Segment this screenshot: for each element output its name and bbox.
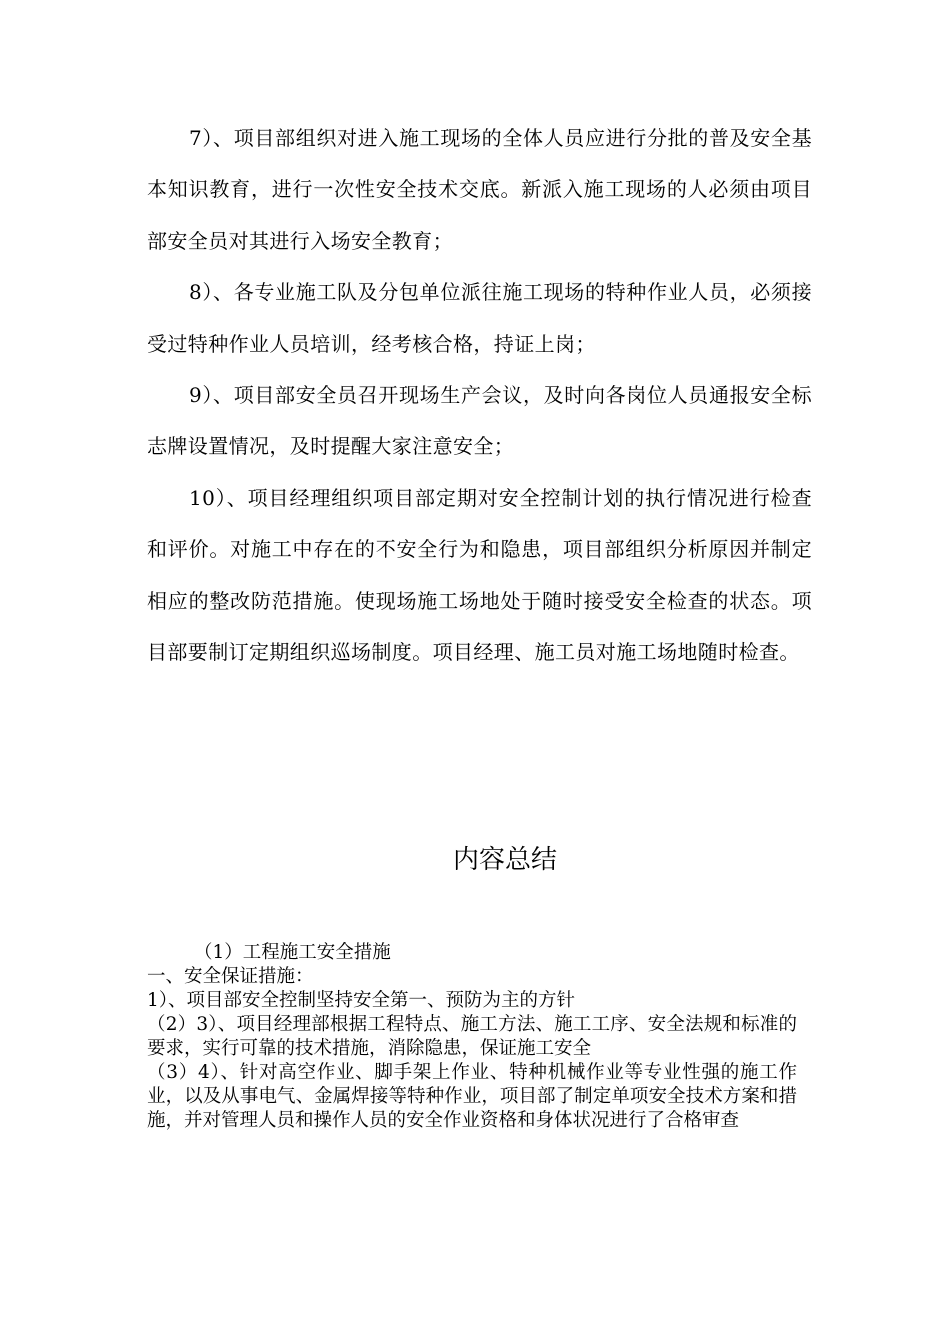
- paragraph-item-10: 10）、项目经理组织项目部定期对安全控制计划的执行情况进行检查和评价。对施工中存在的不安全行为和隐患，项目部组织分析原因并制定相应的整改防范措施。使现场施工场地处于随时接受安全检查的状态。项目部要制订定期组织巡场制度。项目经理、施工员对施工场地随时检查。: [147, 485, 812, 665]
- summary-line-1: （1）工程施工安全措施: [194, 942, 391, 963]
- paragraph-item-9: 9）、项目部安全员召开现场生产会议，及时向各岗位人员通报安全标志牌设置情况，及时提醒大家注意安全；: [147, 383, 812, 459]
- paragraph-item-7: 7）、项目部组织对进入施工现场的全体人员应进行分批的普及安全基本知识教育，进行一次性安全技术交底。新派入施工现场的人必须由项目部安全员对其进行入场安全教育；: [147, 126, 812, 253]
- body-text: [147, 113, 812, 678]
- summary-line-5: （3）4）、针对高空作业、脚手架上作业、特种机械作业等专业性强的施工作业，以及从事电气、金属焊接等特种作业，项目部了制定单项安全技术方案和措施，并对管理人员和操作人员的安全作业资格和身体状况进行了合格审查: [147, 1062, 797, 1131]
- summary-title: 内容总结: [452, 845, 557, 875]
- summary-line-3: 1）、项目部安全控制坚持安全第一、预防为主的方针: [147, 990, 576, 1011]
- paragraph-item-8: 8）、各专业施工队及分包单位派往施工现场的特种作业人员，必须接受过特种作业人员培训，经考核合格，持证上岗；: [147, 280, 812, 356]
- summary-section: [147, 941, 797, 1133]
- summary-line-2: 一、安全保证措施：: [147, 966, 314, 987]
- summary-line-4: （2）3）、项目经理部根据工程特点、施工方法、施工工序、安全法规和标准的要求，实行可靠的技术措施，消除隐患，保证施工安全: [147, 1014, 797, 1059]
